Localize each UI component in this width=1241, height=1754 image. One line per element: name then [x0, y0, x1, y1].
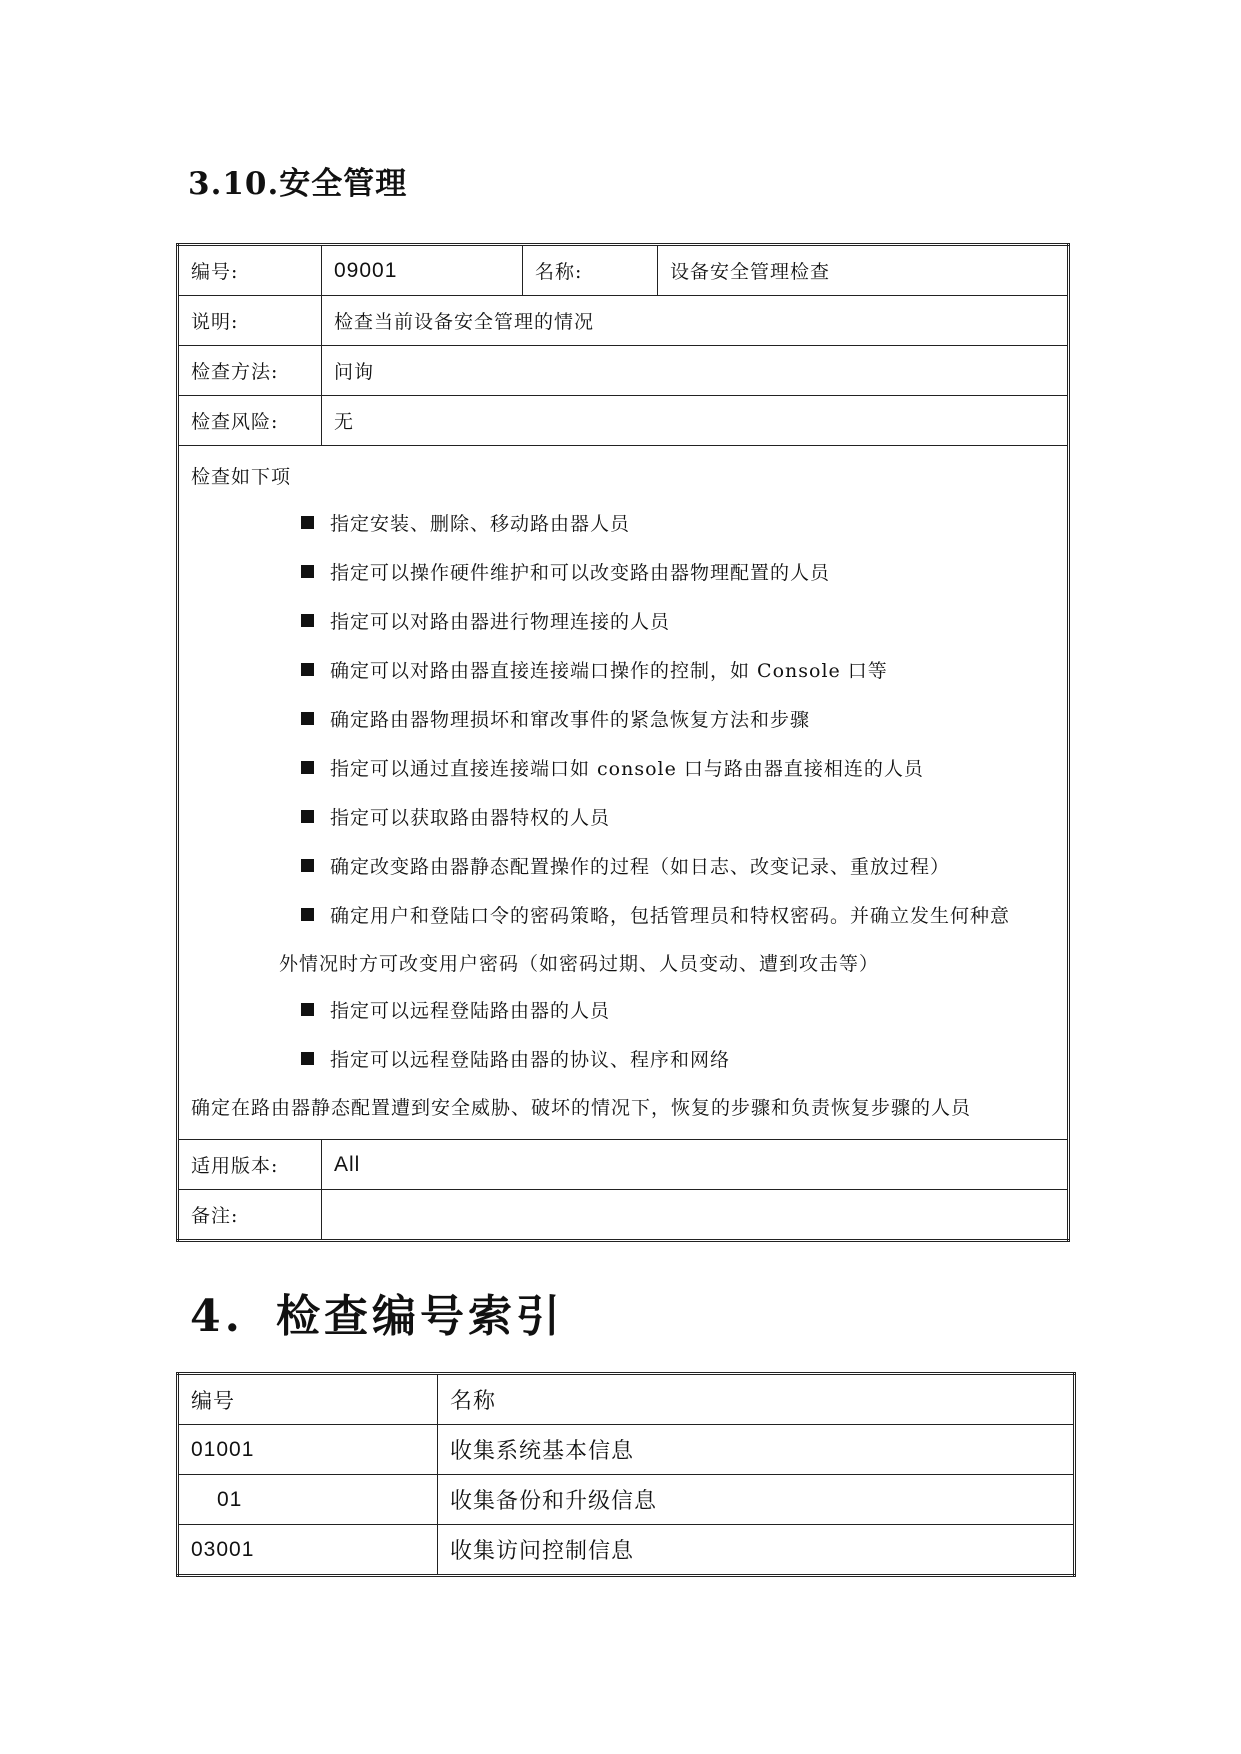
list-item: 指定可以操作硬件维护和可以改变路由器物理配置的人员	[191, 549, 1055, 598]
table-row	[178, 446, 1069, 1140]
list-item: 指定可以远程登陆路由器的协议、程序和网络	[191, 1036, 1055, 1085]
chapter-number: 4.	[190, 1291, 244, 1342]
risk-value: 无	[322, 396, 1069, 446]
section-heading	[188, 158, 407, 203]
list-item: 确定用户和登陆口令的密码策略，包括管理员和特权密码。并确立发生何种意	[191, 892, 1055, 941]
chapter-title: 检查编号索引	[276, 1291, 564, 1342]
note-label: 备注:	[178, 1190, 322, 1241]
table-row	[178, 1475, 1075, 1525]
index-table	[176, 1372, 1076, 1577]
table-row	[178, 346, 1069, 396]
table-row	[178, 1140, 1069, 1190]
items-outro: 确定在路由器静态配置遭到安全威胁、破坏的情况下，恢复的步骤和负责恢复步骤的人员	[191, 1097, 972, 1119]
method-label: 检查方法:	[178, 346, 322, 396]
check-items-cell	[178, 446, 1069, 1140]
index-name: 收集系统基本信息	[438, 1425, 1075, 1475]
list-item-continuation: 外情况时方可改变用户密码（如密码过期、人员变动、遭到攻击等）	[279, 953, 880, 975]
square-bullet-icon	[301, 663, 314, 676]
square-bullet-icon	[301, 614, 314, 627]
list-item: 指定可以对路由器进行物理连接的人员	[191, 598, 1055, 647]
column-header-code: 编号	[178, 1374, 438, 1425]
table-row	[178, 1190, 1069, 1241]
square-bullet-icon	[301, 908, 314, 921]
table-row	[178, 396, 1069, 446]
method-value: 问询	[322, 346, 1069, 396]
index-code: 01	[178, 1475, 438, 1525]
code-label: 编号:	[178, 245, 322, 296]
table-row	[178, 296, 1069, 346]
desc-value: 检查当前设备安全管理的情况	[322, 296, 1069, 346]
name-value: 设备安全管理检查	[658, 245, 1069, 296]
table-header-row	[178, 1374, 1075, 1425]
section-title: 安全管理	[279, 166, 408, 202]
list-item: 指定可以远程登陆路由器的人员	[191, 987, 1055, 1036]
square-bullet-icon	[301, 761, 314, 774]
list-item: 指定可以通过直接连接端口如 console 口与路由器直接相连的人员	[191, 745, 1055, 794]
check-item-table	[176, 243, 1070, 1242]
items-intro: 检查如下项	[191, 466, 292, 488]
table-row	[178, 1525, 1075, 1576]
list-item: 确定改变路由器静态配置操作的过程（如日志、改变记录、重放过程）	[191, 843, 1055, 892]
square-bullet-icon	[301, 1003, 314, 1016]
square-bullet-icon	[301, 810, 314, 823]
square-bullet-icon	[301, 565, 314, 578]
table-row	[178, 245, 1069, 296]
list-item: 确定可以对路由器直接连接端口操作的控制，如 Console 口等	[191, 647, 1055, 696]
version-value: All	[322, 1140, 1069, 1190]
list-item: 指定安装、删除、移动路由器人员	[191, 500, 1055, 549]
index-name: 收集备份和升级信息	[438, 1475, 1075, 1525]
chapter-heading	[190, 1280, 564, 1344]
risk-label: 检查风险:	[178, 396, 322, 446]
square-bullet-icon	[301, 1052, 314, 1065]
table-row	[178, 1425, 1075, 1475]
desc-label: 说明:	[178, 296, 322, 346]
index-code: 01001	[178, 1425, 438, 1475]
square-bullet-icon	[301, 516, 314, 529]
column-header-name: 名称	[438, 1374, 1075, 1425]
list-item: 确定路由器物理损坏和窜改事件的紧急恢复方法和步骤	[191, 696, 1055, 745]
list-item: 指定可以获取路由器特权的人员	[191, 794, 1055, 843]
square-bullet-icon	[301, 712, 314, 725]
section-number: 3.10.	[188, 166, 280, 202]
index-name: 收集访问控制信息	[438, 1525, 1075, 1576]
name-label: 名称:	[523, 245, 658, 296]
code-value: 09001	[322, 245, 523, 296]
square-bullet-icon	[301, 859, 314, 872]
note-value	[322, 1190, 1069, 1241]
version-label: 适用版本:	[178, 1140, 322, 1190]
index-code: 03001	[178, 1525, 438, 1576]
